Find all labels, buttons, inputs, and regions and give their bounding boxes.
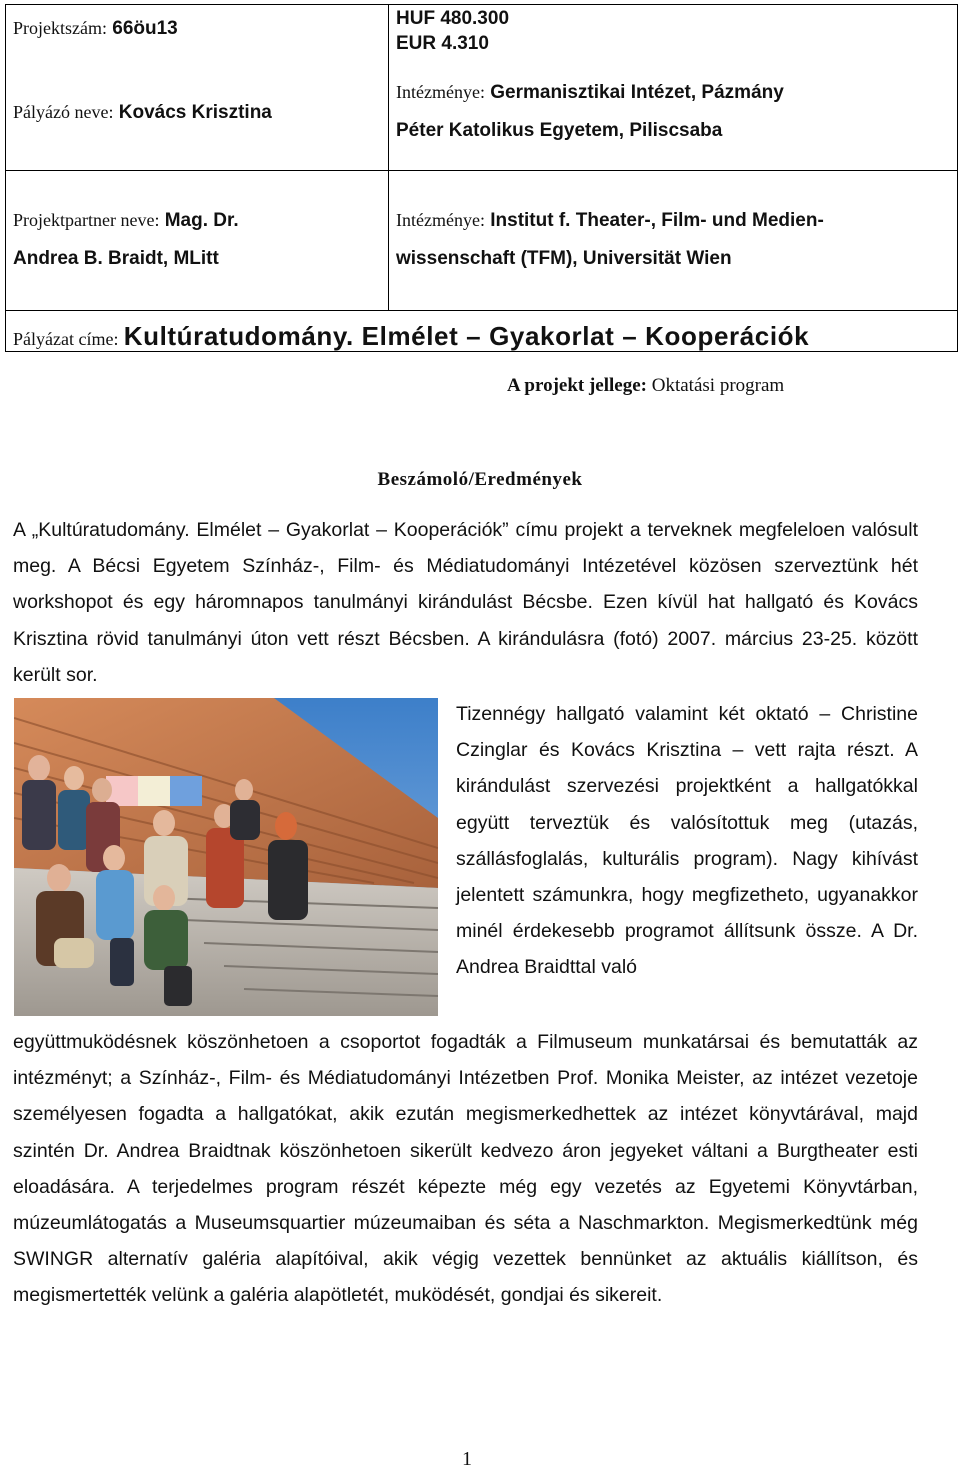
section-heading: Beszámoló/Eredmények <box>377 469 583 490</box>
excursion-photo <box>14 698 438 1016</box>
project-header-table <box>5 4 958 352</box>
project-title-row <box>13 321 809 355</box>
project-number-label: Projektszám: <box>13 18 107 38</box>
applicant-label: Pályázó neve: <box>13 102 114 122</box>
group-photo-image <box>14 698 438 1016</box>
project-number-value: 66öu13 <box>112 18 178 39</box>
budget-eur: EUR 4.310 <box>396 33 489 54</box>
table-divider <box>6 170 957 171</box>
project-type-value: Oktatási program <box>651 375 785 396</box>
wrap-paragraph <box>456 696 918 986</box>
wrap-paragraph-text: Tizennégy hallgató valamint két oktató – Christine Czinglar és Kovács Krisztina – vett rajta részt. A kirándulást szervezési projektként a hallgatókkal együtt terveztük és valósítottuk meg (utazás, szállásfoglalás, kulturális program). Nagy kihívást jelentett számunkra, hogy megfizetheto, ugyanakkor minél érdekesebb programot állítsunk össze. A Dr. Andrea Braidttal való <box>456 703 918 979</box>
continuation-paragraph-text: együttmuködésnek köszönhetoen a csoportot fogadták a Filmuseum munkatársai és bemutatták az intézményt; a Színház-, Film- és Médiatudományi Intézetben Prof. Monika Meister, az intézet vezetoje személyesen fogadta a hallgatókat, akik ezután megismerkedhettek az intézet könyvtárával, majd szintén Dr. Andrea Braidtnak köszönhetoen sikerült kedvezo áron jegyeket váltani a Burgtheater esti eloadására. A terjedelmes program részét képezte még egy vezetés az Egyetemi Könyvtárban, múzeumlátogatás a Museumsquartier múzeumaiban és séta a Naschmarkton. Megismerkedtünk még SWINGR alternatív galéria alapítóival, akik végig vezettek bennünket az aktuális kiállítson, és megismertették velünk a galéria alapötletét, muködését, gondjai és sikereit. <box>13 1031 918 1307</box>
applicant-institution-label: Intézménye: <box>396 82 485 102</box>
applicant-institution <box>396 73 784 150</box>
project-number <box>13 15 178 42</box>
project-title-label: Pályázat címe: <box>13 329 119 349</box>
applicant <box>13 99 272 126</box>
page-number: 1 <box>462 1448 472 1470</box>
partner-institution-line1: Institut f. Theater-, Film- und Medien- <box>490 210 824 231</box>
project-type-label: A projekt jellege: <box>507 375 647 396</box>
budget <box>396 6 509 56</box>
partner-institution <box>396 201 824 278</box>
table-divider <box>388 5 389 311</box>
partner-institution-line2: wissenschaft (TFM), Universität Wien <box>396 248 732 269</box>
intro-paragraph <box>13 512 918 693</box>
partner-label: Projektpartner neve: <box>13 210 160 230</box>
continuation-paragraph <box>13 1024 918 1314</box>
table-divider <box>6 310 957 311</box>
partner-name-line2: Andrea B. Braidt, MLitt <box>13 248 219 269</box>
budget-huf: HUF 480.300 <box>396 8 510 29</box>
applicant-institution-line1: Germanisztikai Intézet, Pázmány <box>490 82 784 103</box>
project-type <box>507 375 784 397</box>
intro-paragraph-text: A „Kultúratudomány. Elmélet – Gyakorlat – Kooperációk” címu projekt a terveknek megfeleloen valósult meg. A Bécsi Egyetem Színház-, Film- és Médiatudományi Intézetével közösen szerveztünk hét workshopot és egy háromnapos tanulmányi kirándulást Bécsbe. Ezen kívül hat hallgató és Kovács Krisztina rövid tanulmányi úton vett részt Bécsben. A kirándulásra (fotó) 2007. március 23-25. között került sor. <box>13 519 918 686</box>
applicant-name: Kovács Krisztina <box>118 102 272 123</box>
partner-name-line1: Mag. Dr. <box>164 210 239 231</box>
partner <box>13 201 239 278</box>
applicant-institution-line2: Péter Katolikus Egyetem, Piliscsaba <box>396 120 723 141</box>
partner-institution-label: Intézménye: <box>396 210 485 230</box>
project-title: Kultúratudomány. Elmélet – Gyakorlat – Kooperációk <box>123 321 810 351</box>
